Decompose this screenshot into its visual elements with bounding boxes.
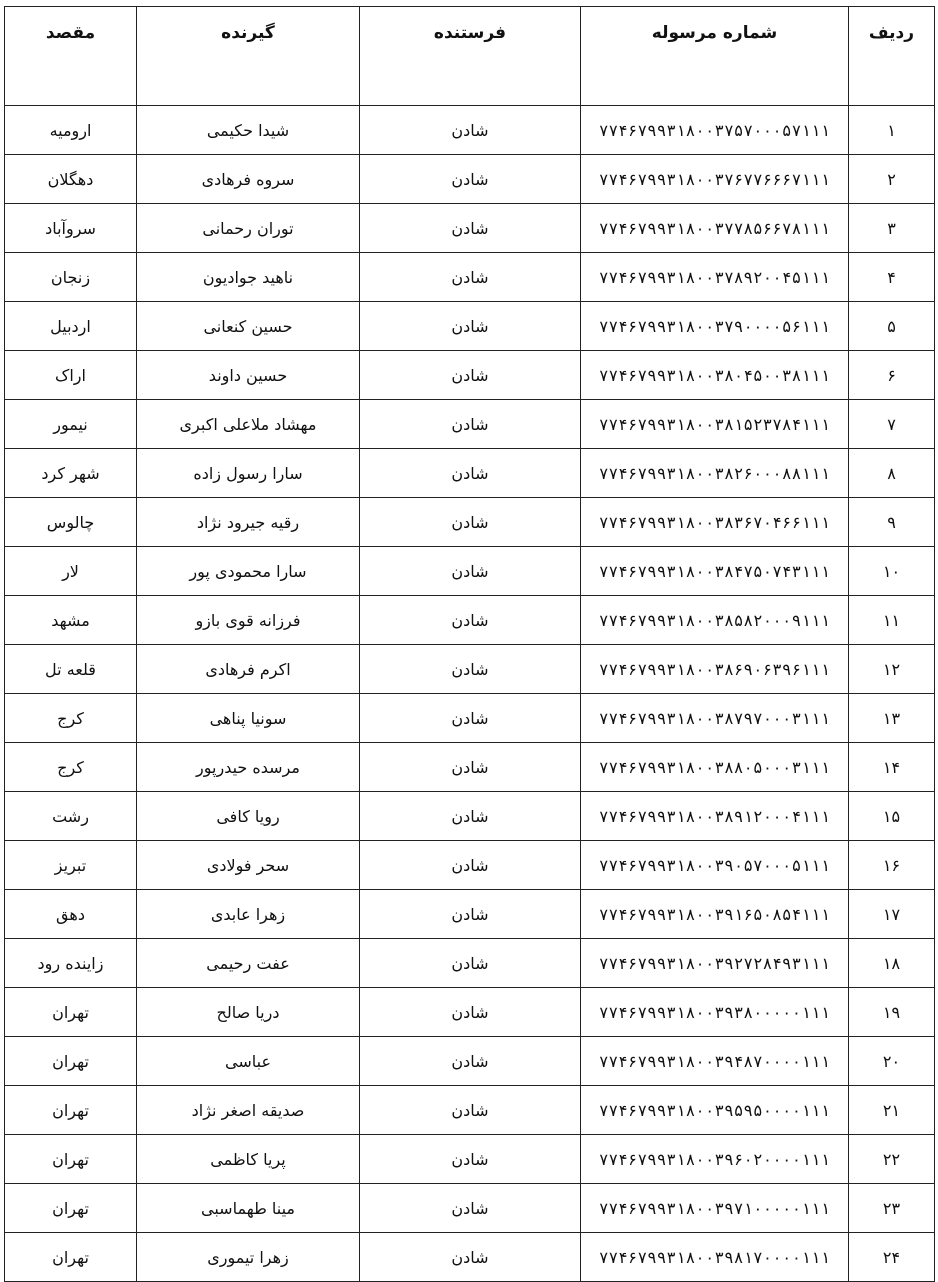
header-receiver: گیرنده (137, 7, 360, 106)
table-row (5, 988, 935, 1037)
receiver-cell: سونیا پناهی (137, 694, 360, 743)
destination-cell: اردبیل (5, 302, 137, 351)
row-number-cell: ۱۳ (849, 694, 935, 743)
row-number-cell: ۲۲ (849, 1135, 935, 1184)
sender-cell: شادن (360, 1184, 581, 1233)
tracking-number-cell: ۷۷۴۶۷۹۹۳۱۸۰۰۳۹۱۶۵۰۸۵۴۱۱۱ (581, 890, 849, 939)
table-row (5, 155, 935, 204)
header-row-number: ردیف (849, 7, 935, 106)
destination-cell: رشت (5, 792, 137, 841)
destination-cell: سروآباد (5, 204, 137, 253)
destination-cell: تهران (5, 988, 137, 1037)
sender-cell: شادن (360, 792, 581, 841)
row-number-cell: ۱۱ (849, 596, 935, 645)
destination-cell: کرج (5, 743, 137, 792)
tracking-number-cell: ۷۷۴۶۷۹۹۳۱۸۰۰۳۸۲۶۰۰۰۸۸۱۱۱ (581, 449, 849, 498)
receiver-cell: سحر فولادی (137, 841, 360, 890)
table-row (5, 498, 935, 547)
receiver-cell: رویا کافی (137, 792, 360, 841)
destination-cell: لار (5, 547, 137, 596)
row-number-cell: ۲۰ (849, 1037, 935, 1086)
table-row (5, 204, 935, 253)
table-row (5, 596, 935, 645)
receiver-cell: توران رحمانی (137, 204, 360, 253)
tracking-number-cell: ۷۷۴۶۷۹۹۳۱۸۰۰۳۷۵۷۰۰۰۵۷۱۱۱ (581, 106, 849, 155)
row-number-cell: ۱۲ (849, 645, 935, 694)
tracking-number-cell: ۷۷۴۶۷۹۹۳۱۸۰۰۳۷۸۹۲۰۰۴۵۱۱۱ (581, 253, 849, 302)
tracking-number-cell: ۷۷۴۶۷۹۹۳۱۸۰۰۳۸۶۹۰۶۳۹۶۱۱۱ (581, 645, 849, 694)
tracking-number-cell: ۷۷۴۶۷۹۹۳۱۸۰۰۳۸۴۷۵۰۷۴۳۱۱۱ (581, 547, 849, 596)
tracking-number-cell: ۷۷۴۶۷۹۹۳۱۸۰۰۳۹۳۸۰۰۰۰۰۱۱۱ (581, 988, 849, 1037)
table-row (5, 743, 935, 792)
row-number-cell: ۱۶ (849, 841, 935, 890)
receiver-cell: دریا صالح (137, 988, 360, 1037)
sender-cell: شادن (360, 988, 581, 1037)
sender-cell: شادن (360, 645, 581, 694)
receiver-cell: پریا کاظمی (137, 1135, 360, 1184)
table-row (5, 106, 935, 155)
sender-cell: شادن (360, 743, 581, 792)
receiver-cell: شیدا حکیمی (137, 106, 360, 155)
receiver-cell: سروه فرهادی (137, 155, 360, 204)
sender-cell: شادن (360, 890, 581, 939)
sender-cell: شادن (360, 1037, 581, 1086)
tracking-number-cell: ۷۷۴۶۷۹۹۳۱۸۰۰۳۹۶۰۲۰۰۰۰۱۱۱ (581, 1135, 849, 1184)
tracking-number-cell: ۷۷۴۶۷۹۹۳۱۸۰۰۳۸۵۸۲۰۰۰۹۱۱۱ (581, 596, 849, 645)
sender-cell: شادن (360, 841, 581, 890)
row-number-cell: ۷ (849, 400, 935, 449)
receiver-cell: عباسی (137, 1037, 360, 1086)
row-number-cell: ۸ (849, 449, 935, 498)
sender-cell: شادن (360, 939, 581, 988)
row-number-cell: ۲۳ (849, 1184, 935, 1233)
sender-cell: شادن (360, 106, 581, 155)
sender-cell: شادن (360, 1233, 581, 1282)
destination-cell: تهران (5, 1184, 137, 1233)
tracking-number-cell: ۷۷۴۶۷۹۹۳۱۸۰۰۳۹۰۵۷۰۰۰۵۱۱۱ (581, 841, 849, 890)
destination-cell: مشهد (5, 596, 137, 645)
sender-cell: شادن (360, 302, 581, 351)
receiver-cell: مینا طهماسبی (137, 1184, 360, 1233)
header-sender: فرستنده (360, 7, 581, 106)
tracking-number-cell: ۷۷۴۶۷۹۹۳۱۸۰۰۳۷۹۰۰۰۰۵۶۱۱۱ (581, 302, 849, 351)
row-number-cell: ۱ (849, 106, 935, 155)
destination-cell: تبریز (5, 841, 137, 890)
destination-cell: تهران (5, 1135, 137, 1184)
table-row (5, 841, 935, 890)
table-row (5, 1184, 935, 1233)
row-number-cell: ۱۰ (849, 547, 935, 596)
receiver-cell: فرزانه قوی بازو (137, 596, 360, 645)
row-number-cell: ۲۴ (849, 1233, 935, 1282)
tracking-number-cell: ۷۷۴۶۷۹۹۳۱۸۰۰۳۹۷۱۰۰۰۰۰۱۱۱ (581, 1184, 849, 1233)
table-body (5, 106, 935, 1282)
table-row (5, 939, 935, 988)
sender-cell: شادن (360, 1135, 581, 1184)
destination-cell: نیمور (5, 400, 137, 449)
row-number-cell: ۱۸ (849, 939, 935, 988)
table-row (5, 1233, 935, 1282)
row-number-cell: ۳ (849, 204, 935, 253)
table-row (5, 351, 935, 400)
tracking-number-cell: ۷۷۴۶۷۹۹۳۱۸۰۰۳۹۴۸۷۰۰۰۰۱۱۱ (581, 1037, 849, 1086)
tracking-number-cell: ۷۷۴۶۷۹۹۳۱۸۰۰۳۹۲۷۲۸۴۹۳۱۱۱ (581, 939, 849, 988)
row-number-cell: ۶ (849, 351, 935, 400)
row-number-cell: ۵ (849, 302, 935, 351)
row-number-cell: ۱۹ (849, 988, 935, 1037)
destination-cell: تهران (5, 1086, 137, 1135)
destination-cell: دهق (5, 890, 137, 939)
sender-cell: شادن (360, 596, 581, 645)
tracking-number-cell: ۷۷۴۶۷۹۹۳۱۸۰۰۳۹۸۱۷۰۰۰۰۱۱۱ (581, 1233, 849, 1282)
table-row (5, 890, 935, 939)
table-row (5, 449, 935, 498)
table-row (5, 792, 935, 841)
receiver-cell: حسین داوند (137, 351, 360, 400)
table-row (5, 1086, 935, 1135)
row-number-cell: ۲ (849, 155, 935, 204)
destination-cell: دهگلان (5, 155, 137, 204)
receiver-cell: اکرم فرهادی (137, 645, 360, 694)
table-row (5, 1135, 935, 1184)
sender-cell: شادن (360, 547, 581, 596)
receiver-cell: زهرا عابدی (137, 890, 360, 939)
table-row (5, 645, 935, 694)
tracking-number-cell: ۷۷۴۶۷۹۹۳۱۸۰۰۳۸۸۰۵۰۰۰۳۱۱۱ (581, 743, 849, 792)
receiver-cell: سارا محمودی پور (137, 547, 360, 596)
receiver-cell: ناهید جوادیون (137, 253, 360, 302)
header-tracking-number: شماره مرسوله (581, 7, 849, 106)
tracking-number-cell: ۷۷۴۶۷۹۹۳۱۸۰۰۳۸۷۹۷۰۰۰۳۱۱۱ (581, 694, 849, 743)
row-number-cell: ۴ (849, 253, 935, 302)
row-number-cell: ۱۷ (849, 890, 935, 939)
receiver-cell: عفت رحیمی (137, 939, 360, 988)
destination-cell: تهران (5, 1233, 137, 1282)
destination-cell: زنجان (5, 253, 137, 302)
receiver-cell: رقیه جیرود نژاد (137, 498, 360, 547)
destination-cell: کرج (5, 694, 137, 743)
tracking-number-cell: ۷۷۴۶۷۹۹۳۱۸۰۰۳۷۶۷۷۶۶۶۷۱۱۱ (581, 155, 849, 204)
header-destination: مقصد (5, 7, 137, 106)
table-row (5, 547, 935, 596)
destination-cell: قلعه تل (5, 645, 137, 694)
tracking-number-cell: ۷۷۴۶۷۹۹۳۱۸۰۰۳۸۱۵۲۳۷۸۴۱۱۱ (581, 400, 849, 449)
receiver-cell: سارا رسول زاده (137, 449, 360, 498)
table-row (5, 253, 935, 302)
destination-cell: شهر کرد (5, 449, 137, 498)
destination-cell: تهران (5, 1037, 137, 1086)
receiver-cell: صدیقه اصغر نژاد (137, 1086, 360, 1135)
tracking-number-cell: ۷۷۴۶۷۹۹۳۱۸۰۰۳۸۰۴۵۰۰۳۸۱۱۱ (581, 351, 849, 400)
row-number-cell: ۱۵ (849, 792, 935, 841)
sender-cell: شادن (360, 400, 581, 449)
tracking-number-cell: ۷۷۴۶۷۹۹۳۱۸۰۰۳۹۵۹۵۰۰۰۰۱۱۱ (581, 1086, 849, 1135)
sender-cell: شادن (360, 204, 581, 253)
table-row (5, 400, 935, 449)
sender-cell: شادن (360, 1086, 581, 1135)
tracking-number-cell: ۷۷۴۶۷۹۹۳۱۸۰۰۳۸۹۱۲۰۰۰۴۱۱۱ (581, 792, 849, 841)
receiver-cell: مهشاد ملاعلی اکبری (137, 400, 360, 449)
receiver-cell: مرسده حیدرپور (137, 743, 360, 792)
receiver-cell: زهرا تیموری (137, 1233, 360, 1282)
sender-cell: شادن (360, 694, 581, 743)
table-row (5, 302, 935, 351)
receiver-cell: حسین کنعانی (137, 302, 360, 351)
table-row (5, 694, 935, 743)
destination-cell: ارومیه (5, 106, 137, 155)
sender-cell: شادن (360, 498, 581, 547)
row-number-cell: ۲۱ (849, 1086, 935, 1135)
header-row (5, 7, 935, 106)
sender-cell: شادن (360, 449, 581, 498)
table-row (5, 1037, 935, 1086)
sender-cell: شادن (360, 351, 581, 400)
row-number-cell: ۱۴ (849, 743, 935, 792)
destination-cell: زاینده رود (5, 939, 137, 988)
tracking-number-cell: ۷۷۴۶۷۹۹۳۱۸۰۰۳۸۳۶۷۰۴۶۶۱۱۱ (581, 498, 849, 547)
shipments-table (4, 6, 935, 1282)
tracking-number-cell: ۷۷۴۶۷۹۹۳۱۸۰۰۳۷۷۸۵۶۶۷۸۱۱۱ (581, 204, 849, 253)
sender-cell: شادن (360, 155, 581, 204)
sender-cell: شادن (360, 253, 581, 302)
row-number-cell: ۹ (849, 498, 935, 547)
destination-cell: چالوس (5, 498, 137, 547)
destination-cell: اراک (5, 351, 137, 400)
